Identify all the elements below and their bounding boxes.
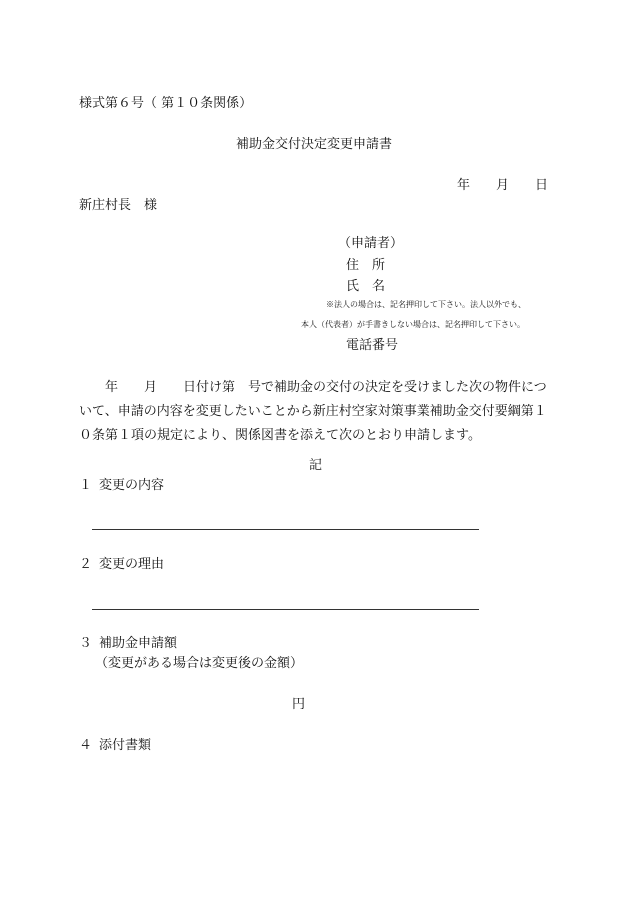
item-1-underline — [92, 529, 479, 530]
date-line: 年 月 日 — [457, 178, 549, 193]
address-label: 住 所 — [346, 258, 386, 273]
phone-label: 電話番号 — [346, 338, 399, 353]
seal-note-line-2: 本人（代表者）が手書きしない場合は、記名押印して下さい。 — [301, 320, 525, 329]
item-2-number: ２ — [79, 557, 93, 572]
item-2 — [79, 558, 164, 571]
item-1-label: 変更の内容 — [99, 478, 165, 493]
addressee: 新庄村長 様 — [79, 198, 158, 213]
item-3-sub: （変更がある場合は変更後の金額） — [95, 656, 304, 671]
form-number: 様式第６号（ 第１０条関係） — [79, 96, 253, 111]
document-title: 補助金交付決定変更申請書 — [236, 137, 393, 152]
item-2-underline — [92, 609, 479, 610]
item-4 — [79, 739, 151, 752]
item-2-label: 変更の理由 — [99, 557, 165, 572]
body-paragraph: 年 月 日付け第 号で補助金の交付の決定を受けました次の物件について、申請の内容を変更したいことから新庄村空家対策事業補助金交付要綱第１０条第１項の規定により、関係図書を添えて次のとおり申請します。 — [79, 380, 547, 443]
item-3-label: 補助金申請額 — [99, 636, 178, 651]
yen-unit: 円 — [292, 697, 306, 712]
seal-note-line-1: ※法人の場合は、記名押印して下さい。法人以外でも、 — [326, 300, 526, 309]
item-4-label: 添付書類 — [99, 738, 152, 753]
item-3 — [79, 637, 177, 650]
ki-heading: 記 — [309, 458, 323, 473]
name-label: 氏 名 — [346, 279, 386, 294]
item-1-number: １ — [79, 478, 93, 493]
item-1 — [79, 479, 164, 492]
applicant-heading: （申請者） — [338, 236, 404, 251]
item-4-number: ４ — [79, 738, 93, 753]
item-3-number: ３ — [79, 636, 93, 651]
